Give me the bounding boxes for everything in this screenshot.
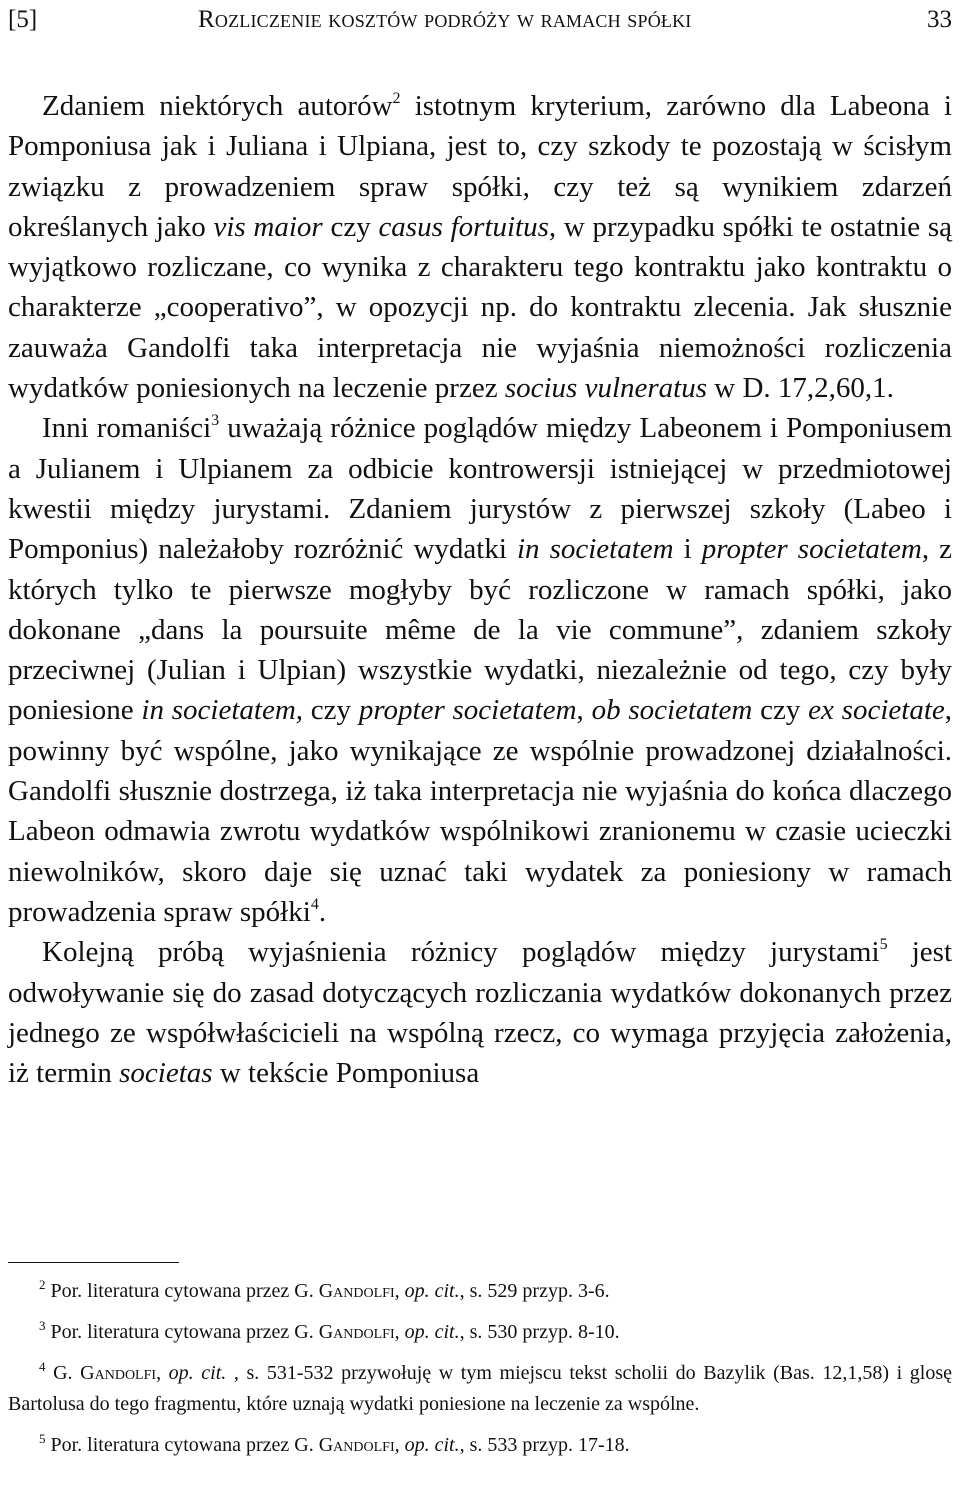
main-text: [8, 86, 952, 1093]
footnotes: [8, 1276, 952, 1471]
italic-term: ob societatem: [591, 694, 753, 727]
text-run: w D. 17,2,60,1.: [707, 372, 894, 405]
footnote-2: [8, 1276, 952, 1307]
author-name: Gandolfi: [318, 1280, 395, 1302]
footnote-number: 4: [39, 1359, 46, 1374]
page-number: 33: [927, 6, 952, 33]
text-run: ,: [576, 694, 592, 727]
italic-term: propter societatem: [701, 533, 922, 566]
author-name: Gandolfi: [318, 1321, 395, 1343]
text-run: , s. 533 przyp. 17-18.: [459, 1434, 630, 1456]
paragraph-2: [8, 408, 952, 932]
footnote-ref-5[interactable]: 5: [879, 936, 888, 954]
footnote-ref-2[interactable]: 2: [392, 90, 401, 107]
italic-term: casus fortuitus: [378, 210, 549, 243]
text-run: w tekście Pomponiusa: [212, 1057, 480, 1090]
italic-term: propter societatem: [358, 694, 577, 727]
text-run: .: [318, 895, 327, 928]
text-run: , z których tylko te pierwsze mogłyby być rozliczone w ramach spółki, jako dokonane „dans la poursuite même de la vie commune”, zdaniem szkoły przeciwnej (Julian i Ulpian) wszystkie wydatki, niezależnie od tego, czy były poniesione: [8, 533, 952, 727]
text-run: , s. 531-532 przywołuję w tym miejscu tekst scholii do Bazylik (Bas. 12,1,58) i glosę Bartolusa do tego fragmentu, które uznają wydatki poniesione na leczenie za wspólne.: [8, 1362, 952, 1415]
text-run: czy: [752, 694, 809, 727]
italic-term: op. cit.: [404, 1321, 460, 1343]
footnote-number: 2: [39, 1277, 46, 1292]
footnote-3: [8, 1317, 952, 1348]
author-name: Gandolfi: [318, 1434, 395, 1456]
text-run: , powinny być wspólne, jako wynikające ze wspólnie prowadzonej działalności. Gandolfi słusznie dostrzega, iż taka interpretacja nie wyjaśnia do końca dlaczego Labeon odmawia zwrotu wydatków wspólnikowi zranionemu w czasie ucieczki niewolników, skoro daje się uznać taki wydatek za poniesiony w ramach prowadzenia spraw spółki: [8, 694, 952, 928]
footnote-ref-4[interactable]: 4: [310, 895, 319, 913]
footnote-ref-3[interactable]: 3: [211, 412, 220, 430]
text-run: Por. literatura cytowana przez G.: [50, 1321, 319, 1343]
section-number: [5]: [8, 6, 38, 33]
running-header: [8, 4, 952, 36]
text-run: Por. literatura cytowana przez G.: [50, 1434, 319, 1456]
footnote-divider: [8, 1262, 179, 1263]
italic-term: vis maior: [213, 210, 323, 243]
text-run: ,: [394, 1321, 405, 1343]
italic-term: in societatem,: [141, 694, 304, 727]
footnote-number: 3: [39, 1318, 46, 1333]
text-run: , w przypadku spółki te ostatnie są wyjątkowo rozliczane, co wynika z charakteru tego kontraktu jako kontraktu o charakterze „cooperativo”, w opozycji np. do kontraktu zlecenia. Jak słusznie zauważa Gandolfi taka interpretacja nie wyjaśnia niemożności rozliczenia wydatków poniesionych na leczenie przez: [8, 210, 953, 405]
paragraph-3: [8, 932, 952, 1093]
text-run: Por. literatura cytowana przez G.: [50, 1280, 319, 1302]
text-run: Zdaniem niektórych autorów: [42, 90, 393, 122]
text-run: , s. 529 przyp. 3-6.: [459, 1280, 610, 1302]
italic-term: societas: [119, 1057, 213, 1090]
text-run: , s. 530 przyp. 8-10.: [459, 1321, 620, 1343]
italic-term: in societatem: [516, 533, 674, 566]
footnote-number: 5: [39, 1431, 46, 1446]
italic-term: op. cit.: [168, 1362, 227, 1384]
text-run: Kolejną próbą wyjaśnienia różnicy poglądów między jurystami: [42, 936, 880, 969]
italic-term: op. cit.: [404, 1434, 460, 1456]
text-run: uważają różnice poglądów między Labeonem i Pomponiusem a Julianem i Ulpianem za odbicie kontrowersji istniejącej w przedmiotowej kwestii między jurystami. Zdaniem jurystów z pierwszej szkoły (Labeo i Pomponius) należałoby rozróżnić wydatki: [8, 412, 952, 566]
footnote-4: [8, 1358, 952, 1420]
text-run: czy: [303, 694, 359, 727]
text-run: ,: [156, 1362, 169, 1384]
italic-term: ex societate: [808, 694, 945, 727]
italic-term: op. cit.: [404, 1280, 460, 1302]
text-run: i: [673, 533, 702, 566]
text-run: jest odwoływanie się do zasad dotyczących rozliczania wydatków dokonanych przez jednego ze współwłaścicieli na wspólną rzecz, co wymaga przyjęcia założenia, iż termin: [8, 936, 952, 1090]
author-name: Gandolfi: [80, 1362, 157, 1384]
footnote-5: [8, 1430, 952, 1461]
paragraph-1: [8, 86, 952, 408]
text-run: istotnym kryterium, zarówno dla Labeona i Pomponiusa jak i Juliana i Ulpiana, jest to, czy szkody te pozostają w ścisłym związku z prowadzeniem spraw spółki, czy też są wynikiem zdarzeń określanych jako: [8, 90, 952, 243]
running-title: Rozliczenie kosztów podróży w ramach spółki: [198, 6, 692, 33]
text-run: ,: [394, 1434, 405, 1456]
text-run: G.: [53, 1362, 81, 1384]
text-run: Inni romaniści: [42, 412, 212, 445]
italic-term: socius vulneratus: [504, 372, 708, 405]
text-run: ,: [394, 1280, 405, 1302]
text-run: czy: [322, 210, 379, 243]
